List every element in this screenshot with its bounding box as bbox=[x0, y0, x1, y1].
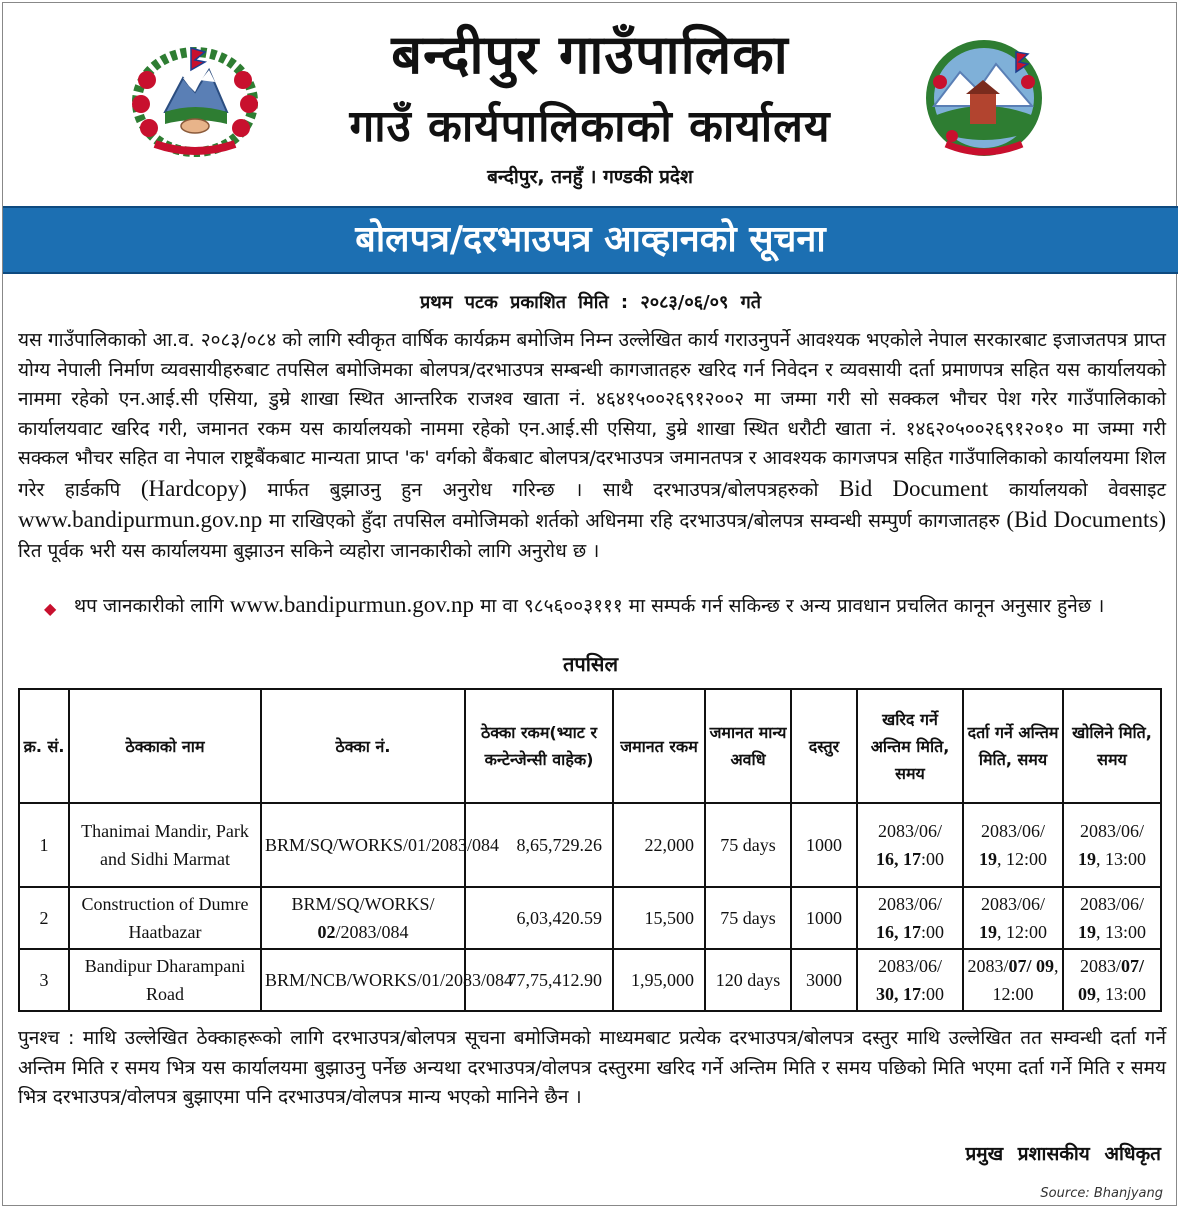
cell-amount: 77,75,412.90 bbox=[465, 949, 613, 1011]
cell-sn: 2 bbox=[19, 887, 69, 949]
body-text-4: मा राखिएको हुँदा तपसिल वमोजिमको शर्तको अधिनमा रहि दरभाउपत्र/बोलपत्र सम्वन्धी सम्पुर्ण कागजातहरु bbox=[268, 510, 1000, 532]
table-row bbox=[19, 803, 1161, 887]
purchase-time: :00 bbox=[920, 849, 944, 869]
body-text-3: कार्यालयको वेवसाइट bbox=[1008, 478, 1167, 501]
cell-sn: 3 bbox=[19, 949, 69, 1011]
notice-title: बोलपत्र/दरभाउपत्र आव्हानको सूचना bbox=[3, 208, 1178, 272]
cell-name: Thanimai Mandir, Park and Sidhi Marmat bbox=[69, 803, 261, 887]
open-date: 2083/ bbox=[1079, 956, 1121, 976]
cell-validity: 75 days bbox=[705, 887, 791, 949]
col-header-fee: दस्तुर bbox=[791, 689, 857, 803]
purchase-day: 16, 17 bbox=[875, 922, 921, 942]
cell-amount: 8,65,729.26 bbox=[465, 803, 613, 887]
table-header-row bbox=[19, 689, 1161, 803]
purchase-date: 2083/06/ bbox=[877, 821, 942, 841]
diamond-bullet-icon: ◆ bbox=[44, 599, 57, 618]
open-date: 2083/06/ bbox=[1079, 821, 1144, 841]
reg-time: , 12:00 bbox=[996, 849, 1047, 869]
col-header-contract-no: ठेक्का नं. bbox=[261, 689, 465, 803]
col-header-purchase-deadline: खरिद गर्ने अन्तिम मिति, समय bbox=[857, 689, 963, 803]
contact-text-2: मा वा ९८५६००३१११ मा सम्पर्क गर्न सकिन्छ र अन्य प्रावधान प्रचलित कानून अनुसार हुनेछ । bbox=[480, 595, 1105, 617]
col-header-registration-deadline: दर्ता गर्ने अन्तिम मिति, समय bbox=[963, 689, 1063, 803]
cell-fee: 1000 bbox=[791, 887, 857, 949]
contact-text-1: थप जानकारीको लागि bbox=[74, 595, 224, 617]
table-row bbox=[19, 887, 1161, 949]
cell-contract-no: BRM/NCB/WORKS/01/2083/084 bbox=[261, 949, 465, 1011]
banner-bottom-rule bbox=[3, 272, 1178, 274]
col-header-sn: क्र. सं. bbox=[19, 689, 69, 803]
purchase-time: :00 bbox=[920, 984, 944, 1004]
contract-no-suffix: /2083/084 bbox=[335, 922, 409, 942]
postscript: पुनश्च : माथि उल्लेखित ठेक्काहरूको लागि दरभाउपत्र/बोलपत्र सूचना बमोजिमको माध्यमबाट प्रत्येक दरभाउपत्र/बोलपत्र दस्तुर माथि उल्लेखित तत सम्वन्धी दर्ता गर्ने अन्तिम मिति र समय भित्र यस कार्यालयमा बुझाउनु पर्नेछ अन्यथा दरभाउपत्र/वोलपत्र दस्तुरमा खरिद गर्ने अन्तिम मिति र समय पछिको मिति भएमा दर्ता गर्ने मिति र समय भित्र दरभाउपत्र/वोलपत्र बुझाएमा पनि दरभाउपत्र/वोलपत्र मान्य भएको मानिने छैन । bbox=[18, 1027, 1166, 1108]
table-row bbox=[19, 949, 1161, 1011]
open-time: , 13:00 bbox=[1095, 849, 1146, 869]
col-header-security: जमानत रकम bbox=[613, 689, 705, 803]
cell-fee: 3000 bbox=[791, 949, 857, 1011]
office-address: बन्दीपुर, तनहुँ । गण्डकी प्रदेश bbox=[487, 166, 693, 188]
cell-registration-deadline bbox=[963, 803, 1063, 887]
cell-contract-no: BRM/SQ/WORKS/01/2083/084 bbox=[261, 803, 465, 887]
cell-security: 22,000 bbox=[613, 803, 705, 887]
office-name: बन्दीपुर गाउँपालिका bbox=[391, 23, 789, 86]
body-text-2: मार्फत बुझाउनु हुन अनुरोध गरिन्छ । साथै दरभाउपत्र/बोलपत्रहरुको bbox=[267, 478, 819, 501]
reg-day: 19 bbox=[978, 849, 997, 869]
cell-amount: 6,03,420.59 bbox=[465, 887, 613, 949]
publish-date: प्रथम पटक प्रकाशित मिति : २०८३/०६/०९ गते bbox=[419, 292, 762, 313]
cell-purchase-deadline bbox=[857, 887, 963, 949]
hardcopy-text: (Hardcopy) bbox=[140, 475, 247, 501]
body-text-5: रित पूर्वक भरी यस कार्यालयमा बुझाउन सकिने व्यहोरा जानकारीको लागि अनुरोध छ । bbox=[18, 539, 600, 562]
cell-opening bbox=[1063, 887, 1161, 949]
purchase-day: 16, 17 bbox=[875, 849, 921, 869]
cell-validity: 75 days bbox=[705, 803, 791, 887]
tender-schedule-table bbox=[18, 688, 1162, 1012]
open-day: 19 bbox=[1077, 849, 1096, 869]
office-subtitle: गाउँ कार्यपालिकाको कार्यालय bbox=[349, 101, 831, 152]
cell-security: 1,95,000 bbox=[613, 949, 705, 1011]
reg-date: 2083/06/ bbox=[980, 821, 1045, 841]
col-header-opening: खोलिने मिति, समय bbox=[1063, 689, 1161, 803]
website-link[interactable]: www.bandipurmun.gov.np bbox=[18, 507, 263, 532]
source-credit: Source: Bhanjyang bbox=[1040, 1186, 1163, 1201]
cell-opening bbox=[1063, 949, 1161, 1011]
purchase-time: :00 bbox=[920, 922, 944, 942]
cell-sn: 1 bbox=[19, 803, 69, 887]
cell-purchase-deadline bbox=[857, 949, 963, 1011]
cell-security: 15,500 bbox=[613, 887, 705, 949]
cell-opening bbox=[1063, 803, 1161, 887]
cell-validity: 120 days bbox=[705, 949, 791, 1011]
contact-note-text bbox=[74, 590, 1166, 622]
reg-day: 19 bbox=[978, 922, 997, 942]
cell-name: Bandipur Dharampani Road bbox=[69, 949, 261, 1011]
schedule-caption: तपसिल bbox=[562, 652, 619, 676]
col-header-amount: ठेक्का रकम(भ्याट र कन्टेन्जेन्सी वाहेक) bbox=[465, 689, 613, 803]
purchase-date: 2083/06/ bbox=[877, 894, 942, 914]
contract-no-prefix: BRM/SQ/WORKS/ bbox=[291, 894, 435, 914]
contact-website-link[interactable]: www.bandipurmun.gov.np bbox=[229, 592, 475, 617]
open-time: , 13:00 bbox=[1095, 922, 1146, 942]
cell-purchase-deadline bbox=[857, 803, 963, 887]
notice-body bbox=[18, 326, 1166, 566]
cell-contract-no bbox=[261, 887, 465, 949]
open-day: 19 bbox=[1077, 922, 1096, 942]
bid-documents-text: (Bid Documents) bbox=[1006, 507, 1167, 532]
contract-no-number: 02 bbox=[317, 922, 336, 942]
reg-date: 2083/06/ bbox=[980, 894, 1045, 914]
bid-document-text: Bid Document bbox=[838, 475, 989, 501]
signature-title: प्रमुख प्रशासकीय अधिकृत bbox=[965, 1143, 1161, 1165]
col-header-name: ठेक्काको नाम bbox=[69, 689, 261, 803]
cell-registration-deadline bbox=[963, 949, 1063, 1011]
cell-name: Construction of Dumre Haatbazar bbox=[69, 887, 261, 949]
cell-registration-deadline bbox=[963, 887, 1063, 949]
body-text-1: यस गाउँपालिकाको आ.व. २०८३/०८४ को लागि स्वीकृत वार्षिक कार्यक्रम बमोजिम निम्न उल्लेखित कार्य गराउनुपर्ने आवश्यक भएकोले नेपाल सरकारबाट इजाजतपत्र प्राप्त योग्य नेपाली निर्माण व्यवसायीहरुबाट तपसिल बमोजिमका बोलपत्र/दरभाउपत्र सम्बन्धी कागजातहरु खरिद गर्न निवेदन र व्यवसायी दर्ता प्रमाणपत्र सहित यस कार्यालयको नाममा रहेको एन.आई.सी एसिया, डुम्रे शाखा स्थित आन्तरिक राजश्व खाता नं. ४६४१५००२६९१२००२ मा जम्मा गरी सो सक्कल भौचर पेश गरेर गाउँपालिकाको कार्यालयवाट खरिद गरी, जमानत रकम यस कार्यालयको नाममा रहेको एन.आई.सी एसिया, डुम्रे शाखा स्थित धरौटी खाता नं. १४६२०५००२६९१२०१० मा जम्मा गरी सक्कल भौचर सहित वा नेपाल राष्ट्रबैंकबाट मान्यता प्राप्त 'क' वर्गको बैंकबाट बोलपत्र/दरभाउपत्र जमानतपत्र र आवश्यक कागजपत्र सहित गाउँपालिकाको कार्यालयमा शिल गरेर हार्डकपि bbox=[18, 329, 1166, 501]
cell-fee: 1000 bbox=[791, 803, 857, 887]
purchase-date: 2083/06/ bbox=[877, 956, 942, 976]
open-month-day: 07/ 09 bbox=[1077, 956, 1145, 1004]
reg-month-day: 07/ 09 bbox=[1008, 956, 1055, 976]
reg-time: , 12:00 bbox=[996, 922, 1047, 942]
open-time: , 13:00 bbox=[1095, 984, 1146, 1004]
reg-date: 2083/ bbox=[967, 956, 1009, 976]
open-date: 2083/06/ bbox=[1079, 894, 1144, 914]
purchase-day: 30, 17 bbox=[875, 984, 921, 1004]
col-header-validity: जमानत मान्य अवधि bbox=[705, 689, 791, 803]
reg-time: , 12:00 bbox=[992, 956, 1059, 1004]
